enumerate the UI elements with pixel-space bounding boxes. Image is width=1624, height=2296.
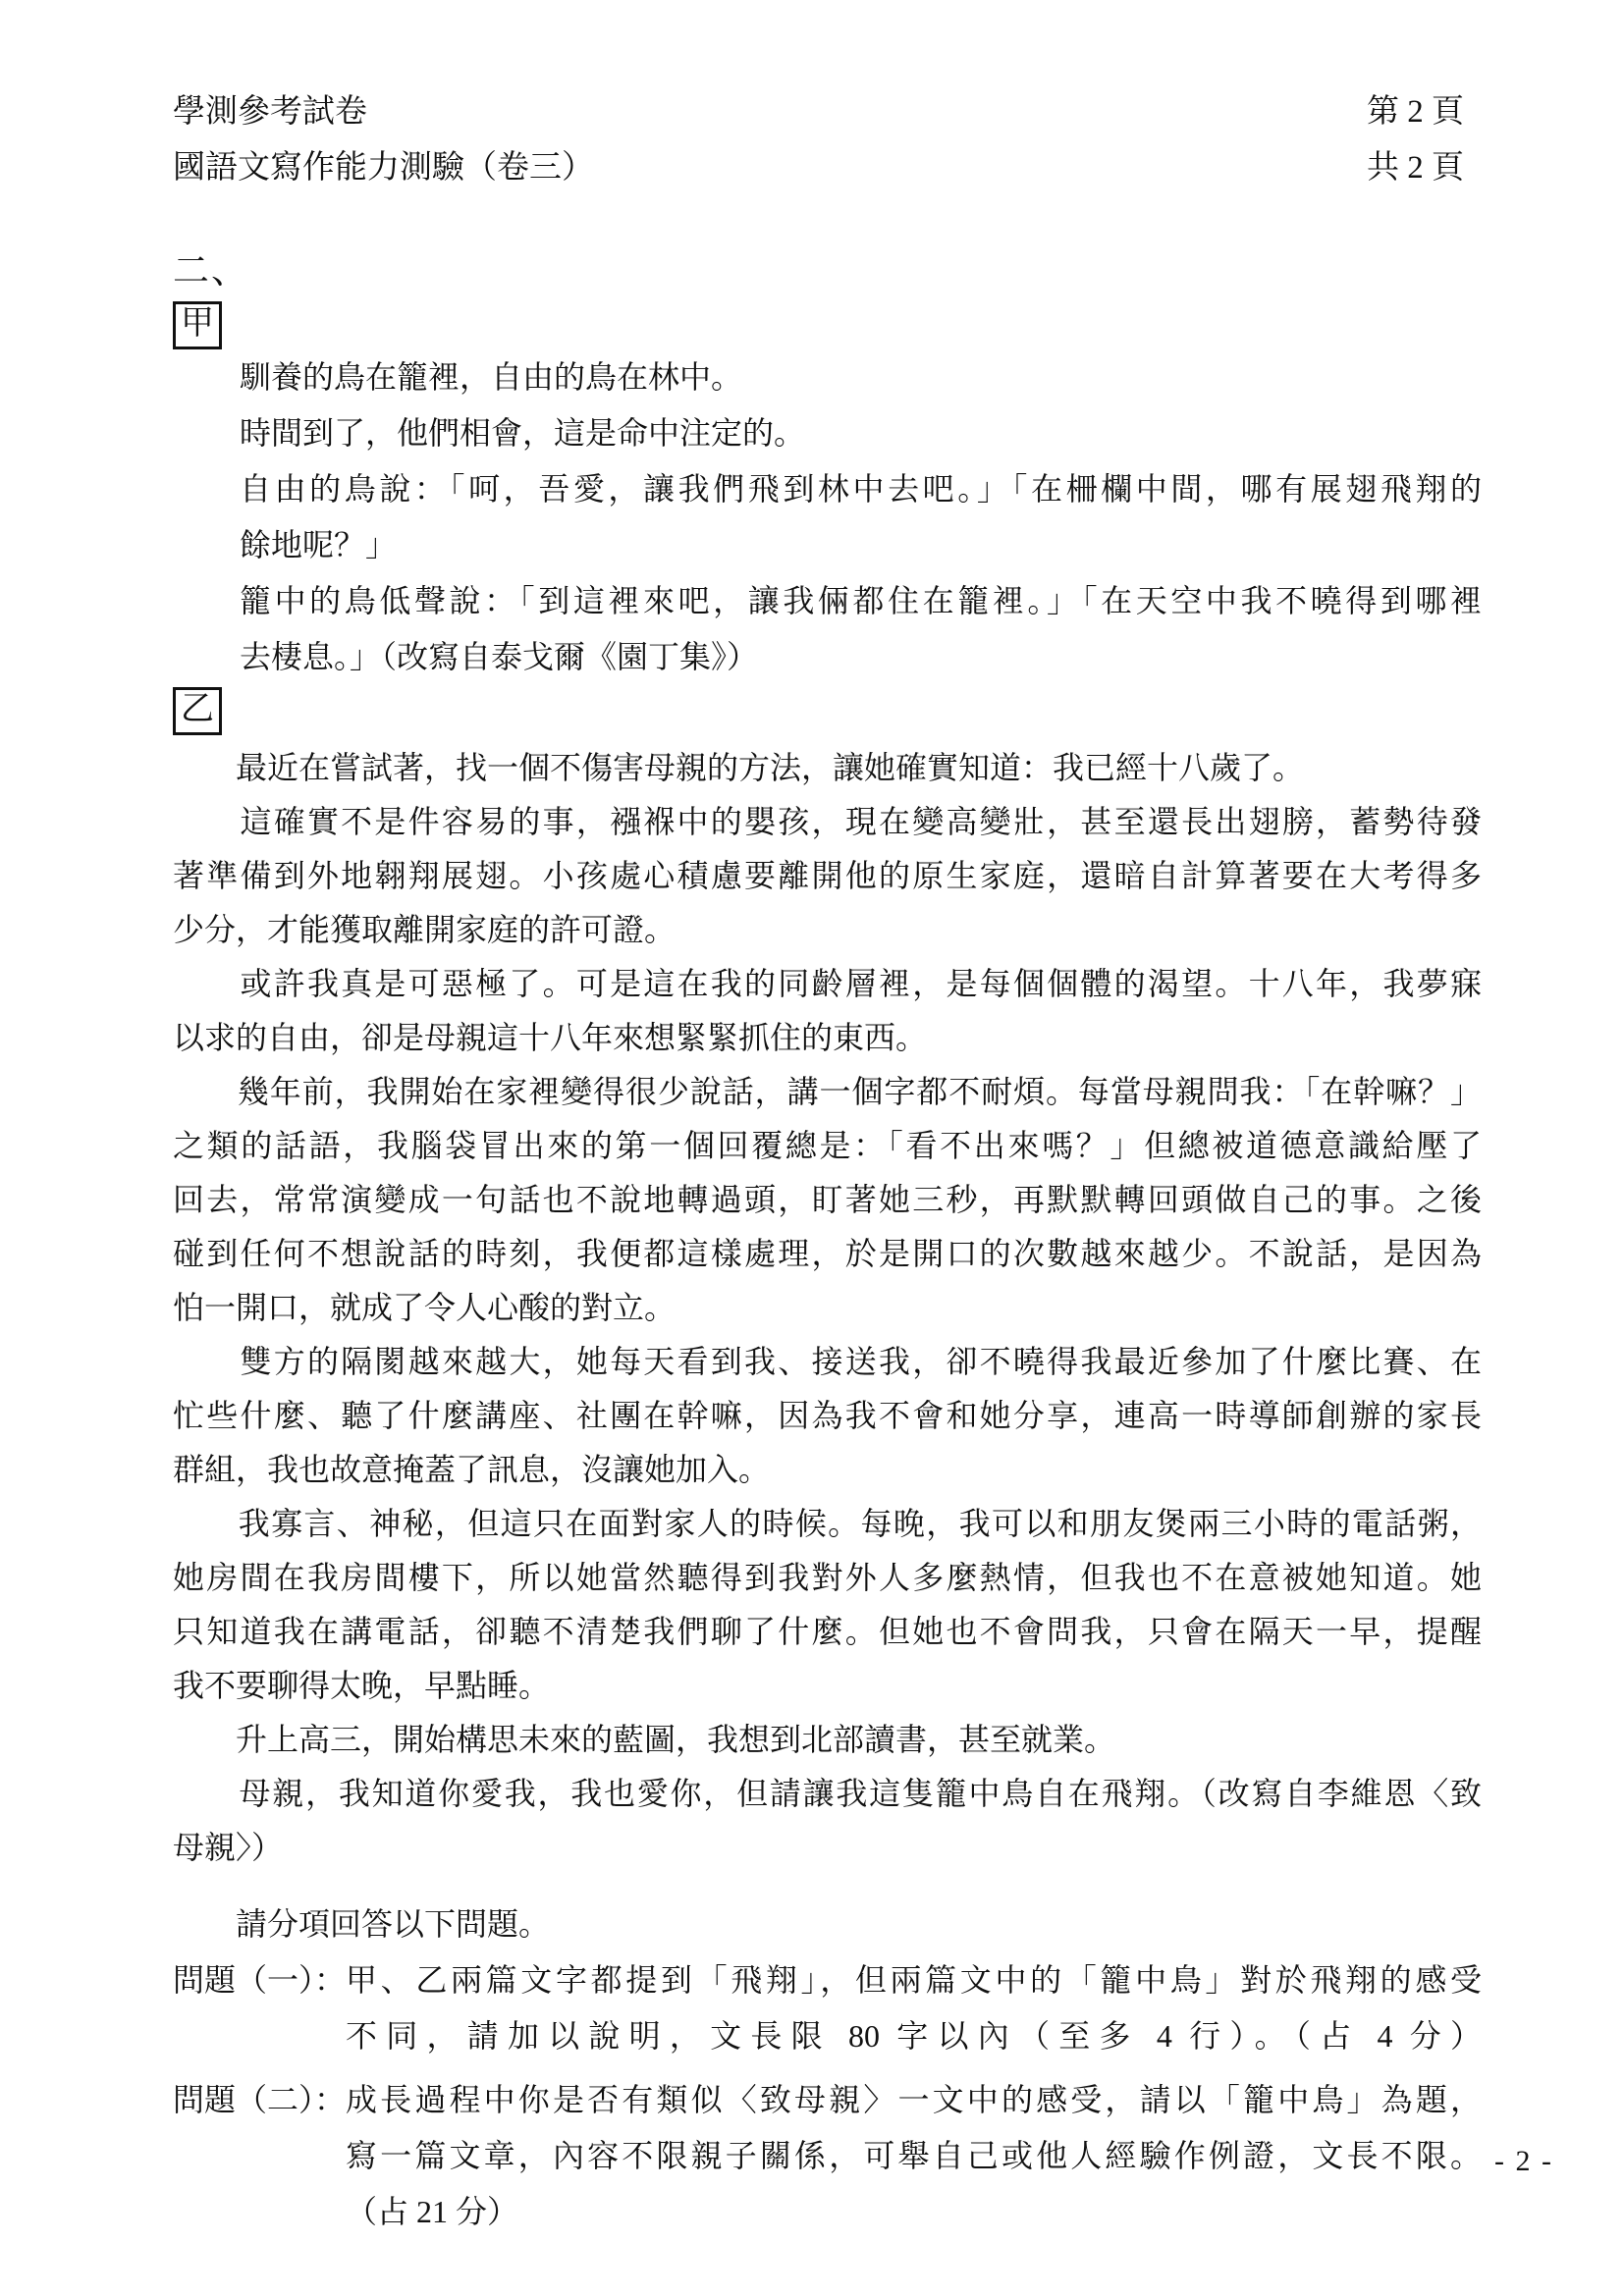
text-line: 餘地呢？」	[240, 527, 398, 562]
text-line: （占 21 分）	[346, 2194, 519, 2229]
text-line: 升上高三，開始構思未來的藍圖，我想到北部讀書，甚至就業。	[173, 1722, 1116, 1757]
text-line: 時間到了，他們相會，這是命中注定的。	[240, 415, 806, 451]
question-1-label: 問題（一）：	[173, 1962, 347, 1998]
text-line: 最近在嘗試著，找一個不傷害母親的方法，讓她確實知道：我已經十八歲了。	[173, 750, 1305, 785]
text-line: 她房間在我房間樓下，所以她當然聽得到我對外人多麼熱情，但我也不在意被她知道。她	[173, 1560, 1482, 1595]
text-line: 著準備到外地翱翔展翅。小孩處心積慮要離開他的原生家庭，還暗自計算著要在大考得多	[173, 858, 1482, 893]
text-line: 群組，我也故意掩蓋了訊息，沒讓她加入。	[173, 1452, 771, 1487]
page-indicator-total: 共 2 頁	[1367, 150, 1464, 186]
text-line: 之類的話語，我腦袋冒出來的第一個回覆總是：「看不出來嗎？」但總被道德意識給壓了	[173, 1128, 1482, 1163]
text-line: 碰到任何不想說話的時刻，我便都這樣處理，於是開口的次數越來越少。不說話，是因為	[173, 1236, 1482, 1271]
text-line: 甲、乙兩篇文字都提到「飛翔」，但兩篇文中的「籠中鳥」對於飛翔的感受	[346, 1962, 1482, 1998]
text-line: 籠中的鳥低聲說：「到這裡來吧，讓我倆都住在籠裡。」「在天空中我不曉得到哪裡	[240, 583, 1482, 618]
section-marker: 二、	[173, 251, 249, 292]
exam-subtitle: 國語文寫作能力測驗（卷三）	[173, 150, 594, 186]
text-line: 母親〉）	[173, 1830, 284, 1865]
text-line: 或許我真是可惡極了。可是這在我的同齡層裡，是每個個體的渴望。十八年，我夢寐	[173, 966, 1482, 1001]
text-line: 只知道我在講電話，卻聽不清楚我們聊了什麼。但她也不會問我，只會在隔天一早，提醒	[173, 1614, 1482, 1649]
text-line: 自由的鳥說：「呵，吾愛，讓我們飛到林中去吧。」「在柵欄中間，哪有展翅飛翔的	[240, 471, 1482, 507]
page-header	[173, 84, 1482, 196]
question-1	[173, 1952, 1482, 2064]
text-line: 幾年前，我開始在家裡變得很少說話，講一個字都不耐煩。每當母親問我：「在幹嘛？」	[173, 1074, 1482, 1109]
text-line: 成長過程中你是否有類似〈致母親〉一文中的感受，請以「籠中鳥」為題，	[346, 2082, 1482, 2117]
question-1-text	[346, 1952, 1482, 2064]
exam-title: 學測參考試卷	[173, 94, 367, 130]
page-number-footer: - 2 -	[1494, 2145, 1553, 2177]
text-line: 寫一篇文章，內容不限親子關係，可舉自己或他人經驗作例證，文長不限。	[346, 2138, 1482, 2173]
text-line: 雙方的隔閡越來越大，她每天看到我、接送我，卻不曉得我最近參加了什麼比賽、在	[173, 1344, 1482, 1379]
text-line: 母親，我知道你愛我，我也愛你，但請讓我這隻籠中鳥自在飛翔。（改寫自李維恩〈致	[173, 1776, 1482, 1811]
text-line: 怕一開口，就成了令人心酸的對立。	[173, 1290, 677, 1325]
instruction-line: 請分項回答以下問題。	[173, 1906, 551, 1942]
text-line: 以求的自由，卻是母親這十八年來想緊緊抓住的東西。	[173, 1020, 928, 1055]
header-title-block	[173, 84, 594, 196]
text-line: 我不要聊得太晚，早點睡。	[173, 1668, 551, 1703]
passage-a-text	[240, 349, 1482, 685]
passage-b-text	[173, 741, 1482, 1875]
passage-a-label: 甲	[173, 301, 222, 349]
passage-b-block	[173, 685, 1482, 1875]
text-line: 少分，才能獲取離開家庭的許可證。	[173, 912, 677, 947]
text-line: 這確實不是件容易的事，襁褓中的嬰孩，現在變高變壯，甚至還長出翅膀，蓄勢待發	[173, 804, 1482, 839]
passage-a-block	[173, 299, 1482, 685]
text-line: 忙些什麼、聽了什麼講座、社團在幹嘛，因為我不會和她分享，連高一時導師創辦的家長	[173, 1398, 1482, 1433]
text-line: 馴養的鳥在籠裡，自由的鳥在林中。	[240, 359, 743, 395]
passage-b-label: 乙	[173, 687, 222, 735]
question-2	[173, 2072, 1482, 2240]
text-line: 不同，請加以說明，文長限 80 字以內（至多 4 行）。（占 4 分）	[346, 2018, 1482, 2054]
question-2-label: 問題（二）：	[173, 2082, 347, 2117]
text-line: 我寡言、神秘，但這只在面對家人的時候。每晚，我可以和朋友煲兩三小時的電話粥，	[173, 1506, 1482, 1541]
text-line: 去棲息。」（改寫自泰戈爾《園丁集》）	[240, 639, 759, 674]
text-line: 回去，常常演變成一句話也不說地轉過頭，盯著她三秒，再默默轉回頭做自己的事。之後	[173, 1182, 1482, 1217]
question-2-text	[346, 2072, 1482, 2240]
header-page-block	[1367, 84, 1464, 196]
page-indicator-current: 第 2 頁	[1367, 94, 1464, 130]
